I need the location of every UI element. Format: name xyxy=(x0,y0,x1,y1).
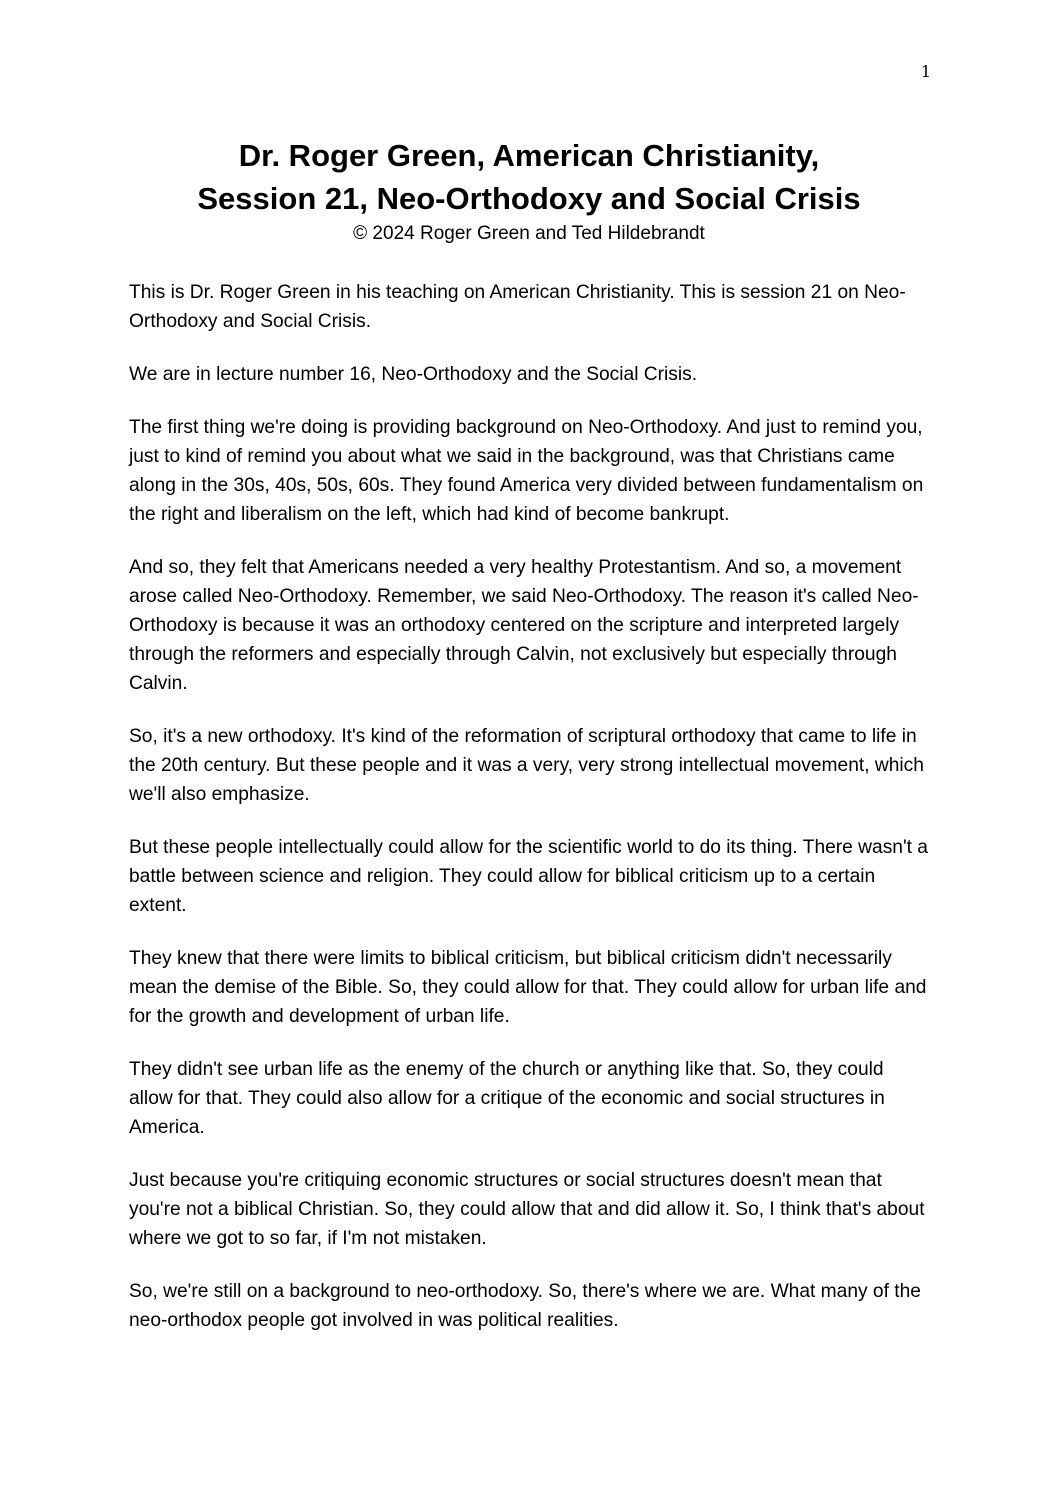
page-number: 1 xyxy=(920,62,931,81)
document-title-line-2: Session 21, Neo-Orthodoxy and Social Crisis xyxy=(197,181,861,216)
document-title-line-1: Dr. Roger Green, American Christianity, xyxy=(238,138,820,173)
paragraph: They knew that there were limits to biblical criticism, but biblical criticism didn't necessarily mean the demise of the Bible. So, they could allow for that. They could allow for urban life and for the growth and development of urban life. xyxy=(129,948,927,1027)
paragraph: This is Dr. Roger Green in his teaching on American Christianity. This is session 21 on Neo-Orthodoxy and Social Crisis. xyxy=(129,282,906,332)
paragraph: And so, they felt that Americans needed a very healthy Protestantism. And so, a movement arose called Neo-Orthodoxy. Remember, we said Neo-Orthodoxy. The reason it's called Neo-Orthodoxy is because it was an orthodoxy centered on the scripture and interpreted largely through the reformers and especially through Calvin, not exclusively but especially through Calvin. xyxy=(129,557,919,694)
paragraph: But these people intellectually could allow for the scientific world to do its thing. There wasn't a battle between science and religion. They could allow for biblical criticism up to a certain extent. xyxy=(129,837,928,916)
paragraph: Just because you're critiquing economic structures or social structures doesn't mean that you're not a biblical Christian. So, they could allow that and did allow it. So, I think that's about where we got to so far, if I'm not mistaken. xyxy=(129,1170,925,1249)
copyright-notice: © 2024 Roger Green and Ted Hildebrandt xyxy=(353,223,705,244)
paragraph: They didn't see urban life as the enemy of the church or anything like that. So, they could allow for that. They could also allow for a critique of the economic and social structures in America. xyxy=(129,1059,885,1138)
paragraph: We are in lecture number 16, Neo-Orthodoxy and the Social Crisis. xyxy=(129,364,698,385)
document-header xyxy=(0,134,1058,247)
paragraph: The first thing we're doing is providing background on Neo-Orthodoxy. And just to remind you, just to kind of remind you about what we said in the background, was that Christians came along in the 30s, 40s, 50s, 60s. They found America very divided between fundamentalism on the right and liberalism on the left, which had kind of become bankrupt. xyxy=(129,417,924,525)
paragraph: So, we're still on a background to neo-orthodoxy. So, there's where we are. What many of the neo-orthodox people got involved in was political realities. xyxy=(129,1281,921,1331)
document-body xyxy=(129,278,929,1359)
paragraph: So, it's a new orthodoxy. It's kind of the reformation of scriptural orthodoxy that came to life in the 20th century. But these people and it was a very, very strong intellectual movement, which we'll also emphasize. xyxy=(129,726,924,805)
